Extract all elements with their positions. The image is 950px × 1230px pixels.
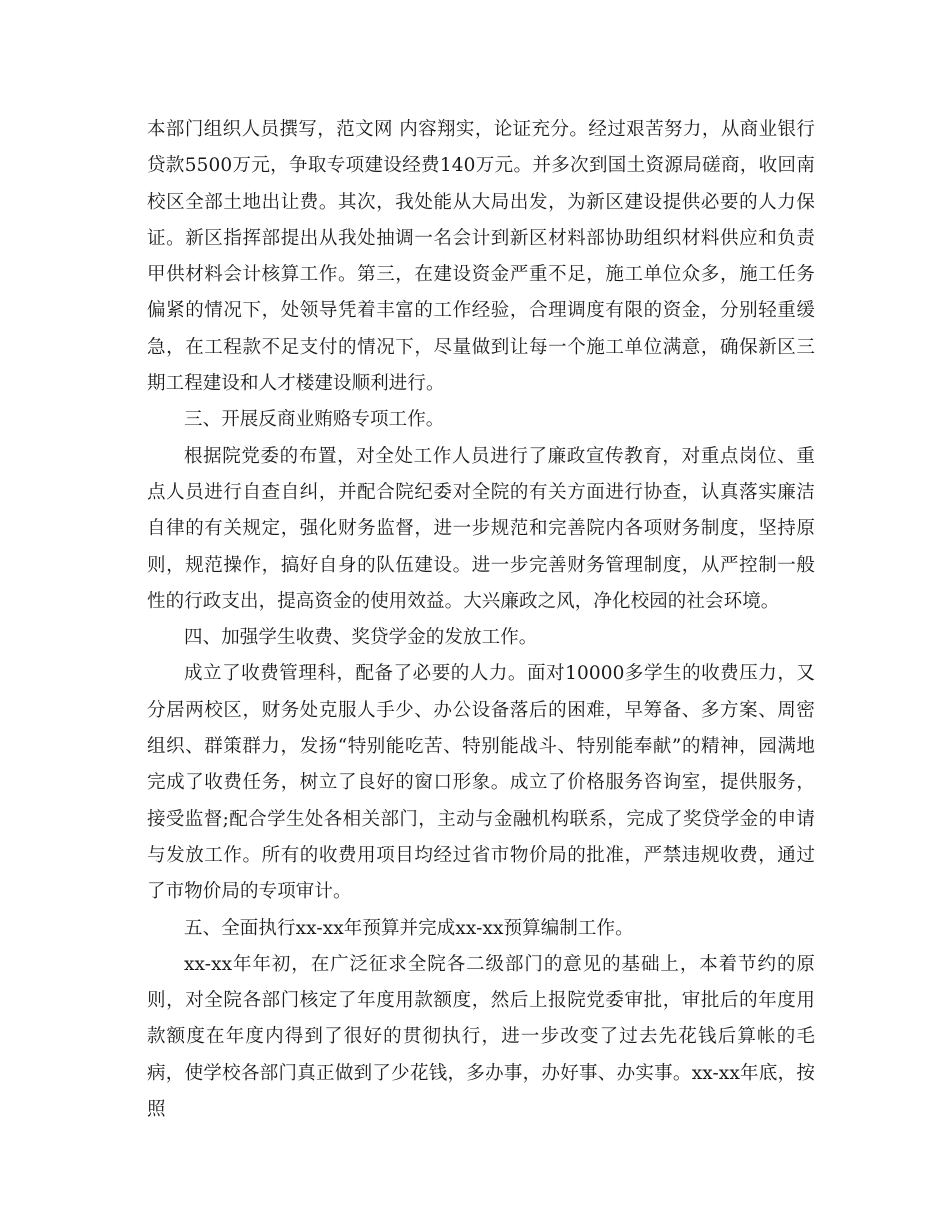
section-heading-3: 三、开展反商业贿赂专项工作。: [184, 409, 445, 431]
document-body: [147, 112, 815, 1128]
section-heading-4: 四、加强学生收费、奖贷学金的发放工作。: [184, 627, 538, 649]
paragraph-anti-bribery: 根据院党委的布置，对全处工作人员进行了廉政宣传教育，对重点岗位、重点人员进行自查自纠，并配合院纪委对全院的有关方面进行协查，认真落实廉洁自律的有关规定，强化财务监督，进一步规范和完善院内各项财务制度，坚持原则，规范操作，搞好自身的队伍建设。进一步完善财务管理制度，从严控制一般性的行政支出，提高资金的使用效益。大兴廉政之风，净化校园的社会环境。: [147, 445, 815, 612]
paragraph-continuation: 本部门组织人员撰写，范文网 内容翔实，论证充分。经过艰苦努力，从商业银行贷款5500万元，争取专项建设经费140万元。并多次到国土资源局磋商，收回南校区全部土地出让费。其次，我处能从大局出发，为新区建设提供必要的人力保证。新区指挥部提出从我处抽调一名会计到新区材料部协助组织材料供应和负责甲供材料会计核算工作。第三，在建设资金严重不足，施工单位众多，施工任务偏紧的情况下，处领导凭着丰富的工作经验，合理调度有限的资金，分别轻重缓急，在工程款不足支付的情况下，尽量做到让每一个施工单位满意，确保新区三期工程建设和人才楼建设顺利进行。: [147, 119, 815, 395]
paragraph-budget: xx-xx年年初，在广泛征求全院各二级部门的意见的基础上，本着节约的原则，对全院各部门核定了年度用款额度，然后上报院党委审批，审批后的年度用款额度在年度内得到了很好的贯彻执行，进一步改变了过去先花钱后算帐的毛病，使学校各部门真正做到了少花钱，多办事，办好事、办实事。xx-xx年底，按照: [147, 953, 815, 1121]
section-heading-5: 五、全面执行xx-xx年预算并完成xx-xx预算编制工作。: [184, 917, 634, 939]
paragraph-fee-collection: 成立了收费管理科，配备了必要的人力。面对10000多学生的收费压力，又分居两校区，财务处克服人手少、办公设备落后的困难，早筹备、多方案、周密组织、群策群力，发扬“特别能吃苦、特别能战斗、特别能奉献”的精神，园满地完成了收费任务，树立了良好的窗口形象。成立了价格服务咨询室，提供服务，接受监督;配合学生处各相关部门，主动与金融机构联系，完成了奖贷学金的申请与发放工作。所有的收费用项目均经过省市物价局的批准，严禁违规收费，通过了市物价局的专项审计。: [147, 663, 815, 903]
